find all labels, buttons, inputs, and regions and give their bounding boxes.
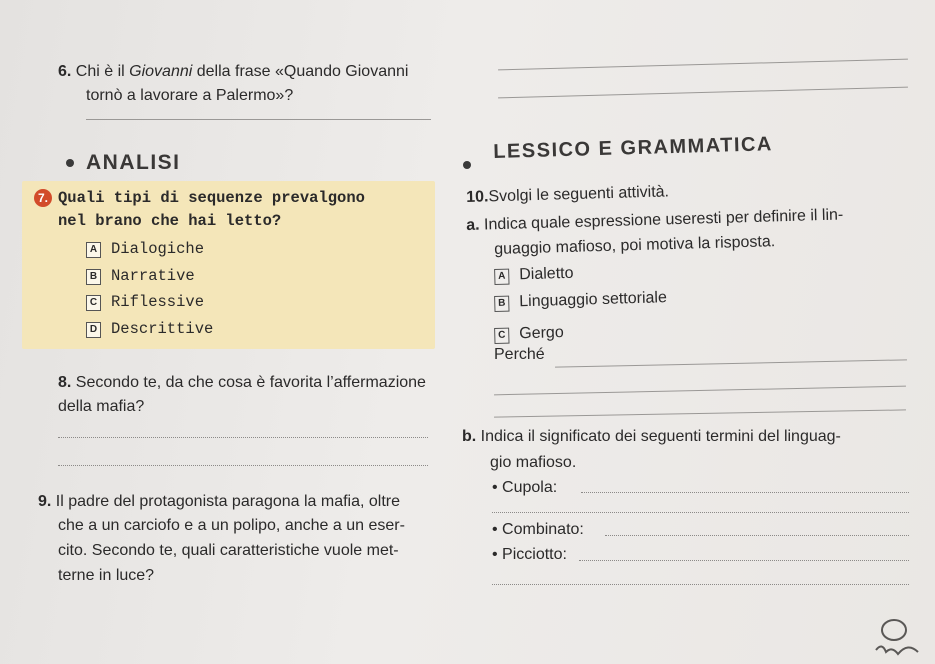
question-7-line-1: [34, 189, 365, 207]
question-6-line-1: [58, 62, 408, 82]
question-7-text-1: Quali tipi di sequenze prevalgono: [58, 189, 365, 207]
option-label: Descrittive: [111, 320, 214, 338]
answer-line[interactable]: [555, 359, 907, 367]
option-label: Dialogiche: [111, 240, 205, 258]
answer-line[interactable]: [58, 437, 428, 438]
answer-line[interactable]: [581, 492, 909, 493]
part-a-line-2: guaggio mafioso, poi motiva la risposta.: [494, 233, 776, 258]
question-9-text-1: Il padre del protagonista paragona la mafia, oltre: [55, 493, 401, 510]
option-letter: C: [86, 295, 101, 311]
option-label: Narrative: [111, 267, 195, 285]
question-10-number: 10.: [466, 188, 489, 206]
option-b[interactable]: [86, 267, 195, 285]
lessico-heading: LESSICO E GRAMMATICA: [493, 133, 774, 163]
term-cupola: • Cupola:: [492, 479, 558, 496]
option-letter: B: [86, 269, 101, 285]
part-b-line-2: gio mafioso.: [490, 454, 577, 471]
perche-label: Perché: [494, 346, 545, 363]
option-label: Dialetto: [519, 264, 574, 284]
question-8-line-2: della mafia?: [58, 398, 145, 415]
answer-line[interactable]: [494, 386, 906, 396]
question-7-line-2: nel brano che hai letto?: [58, 212, 282, 230]
question-9-number: 9.: [38, 493, 52, 510]
option-c[interactable]: [86, 293, 204, 311]
part-a-text-1: Indica quale espressione useresti per definire il lin-: [483, 206, 844, 234]
part-a-line-1: [466, 205, 844, 236]
question-7-number: 7.: [34, 189, 52, 207]
question-9-line-1: [38, 492, 400, 512]
answer-line[interactable]: [58, 465, 428, 466]
option-label: Linguaggio settoriale: [519, 289, 668, 311]
answer-line[interactable]: [492, 584, 909, 585]
part-a-option-c[interactable]: [494, 323, 564, 345]
question-6-text-post: della frase «Quando Giovanni: [192, 63, 409, 80]
part-a-letter: a.: [466, 216, 480, 234]
answer-line[interactable]: [605, 535, 909, 536]
option-a[interactable]: [86, 240, 204, 258]
bullet-icon: [463, 161, 471, 169]
doodle-icon: [868, 612, 928, 664]
question-6-number: 6.: [58, 63, 72, 80]
option-label: Riflessive: [111, 293, 205, 311]
answer-line[interactable]: [498, 87, 908, 99]
part-a-option-b[interactable]: [494, 288, 667, 313]
term-combinato: • Combinato:: [492, 521, 584, 538]
option-label: Gergo: [519, 324, 564, 343]
part-a-option-a[interactable]: [494, 264, 574, 286]
option-letter: D: [86, 322, 101, 338]
answer-line[interactable]: [492, 512, 909, 513]
option-letter: A: [494, 269, 509, 285]
question-6-text-pre: Chi è il: [75, 63, 130, 80]
question-8-number: 8.: [58, 374, 72, 391]
bullet-icon: [66, 159, 74, 167]
question-10-intro: [466, 182, 669, 208]
answer-line[interactable]: [86, 119, 431, 120]
question-9-line-2: che a un carciofo e a un polipo, anche a un eser-: [58, 517, 405, 534]
question-6-line-2: tornò a lavorare a Palermo»?: [86, 87, 294, 104]
answer-line[interactable]: [579, 560, 909, 561]
question-10-intro-text: Svolgi le seguenti attività.: [488, 183, 670, 206]
option-letter: C: [494, 328, 509, 344]
option-letter: B: [494, 296, 509, 312]
question-8-line-1: [58, 373, 426, 393]
term-picciotto: • Picciotto:: [492, 546, 567, 563]
option-d[interactable]: [86, 320, 213, 338]
option-letter: A: [86, 242, 101, 258]
question-9-line-4: terne in luce?: [58, 567, 155, 584]
question-9-line-3: cito. Secondo te, quali caratteristiche vuole met-: [58, 542, 399, 559]
answer-line[interactable]: [498, 59, 908, 71]
part-b-letter: b.: [462, 428, 477, 445]
question-6-text-italic: Giovanni: [129, 63, 193, 80]
part-b-line-1: [462, 427, 841, 447]
part-b-text-1: Indica il significato dei seguenti termini del linguag-: [480, 428, 841, 445]
answer-line[interactable]: [494, 409, 906, 417]
question-8-text-1: Secondo te, da che cosa è favorita l’affermazione: [75, 374, 426, 391]
analisi-heading: ANALISI: [86, 151, 181, 174]
